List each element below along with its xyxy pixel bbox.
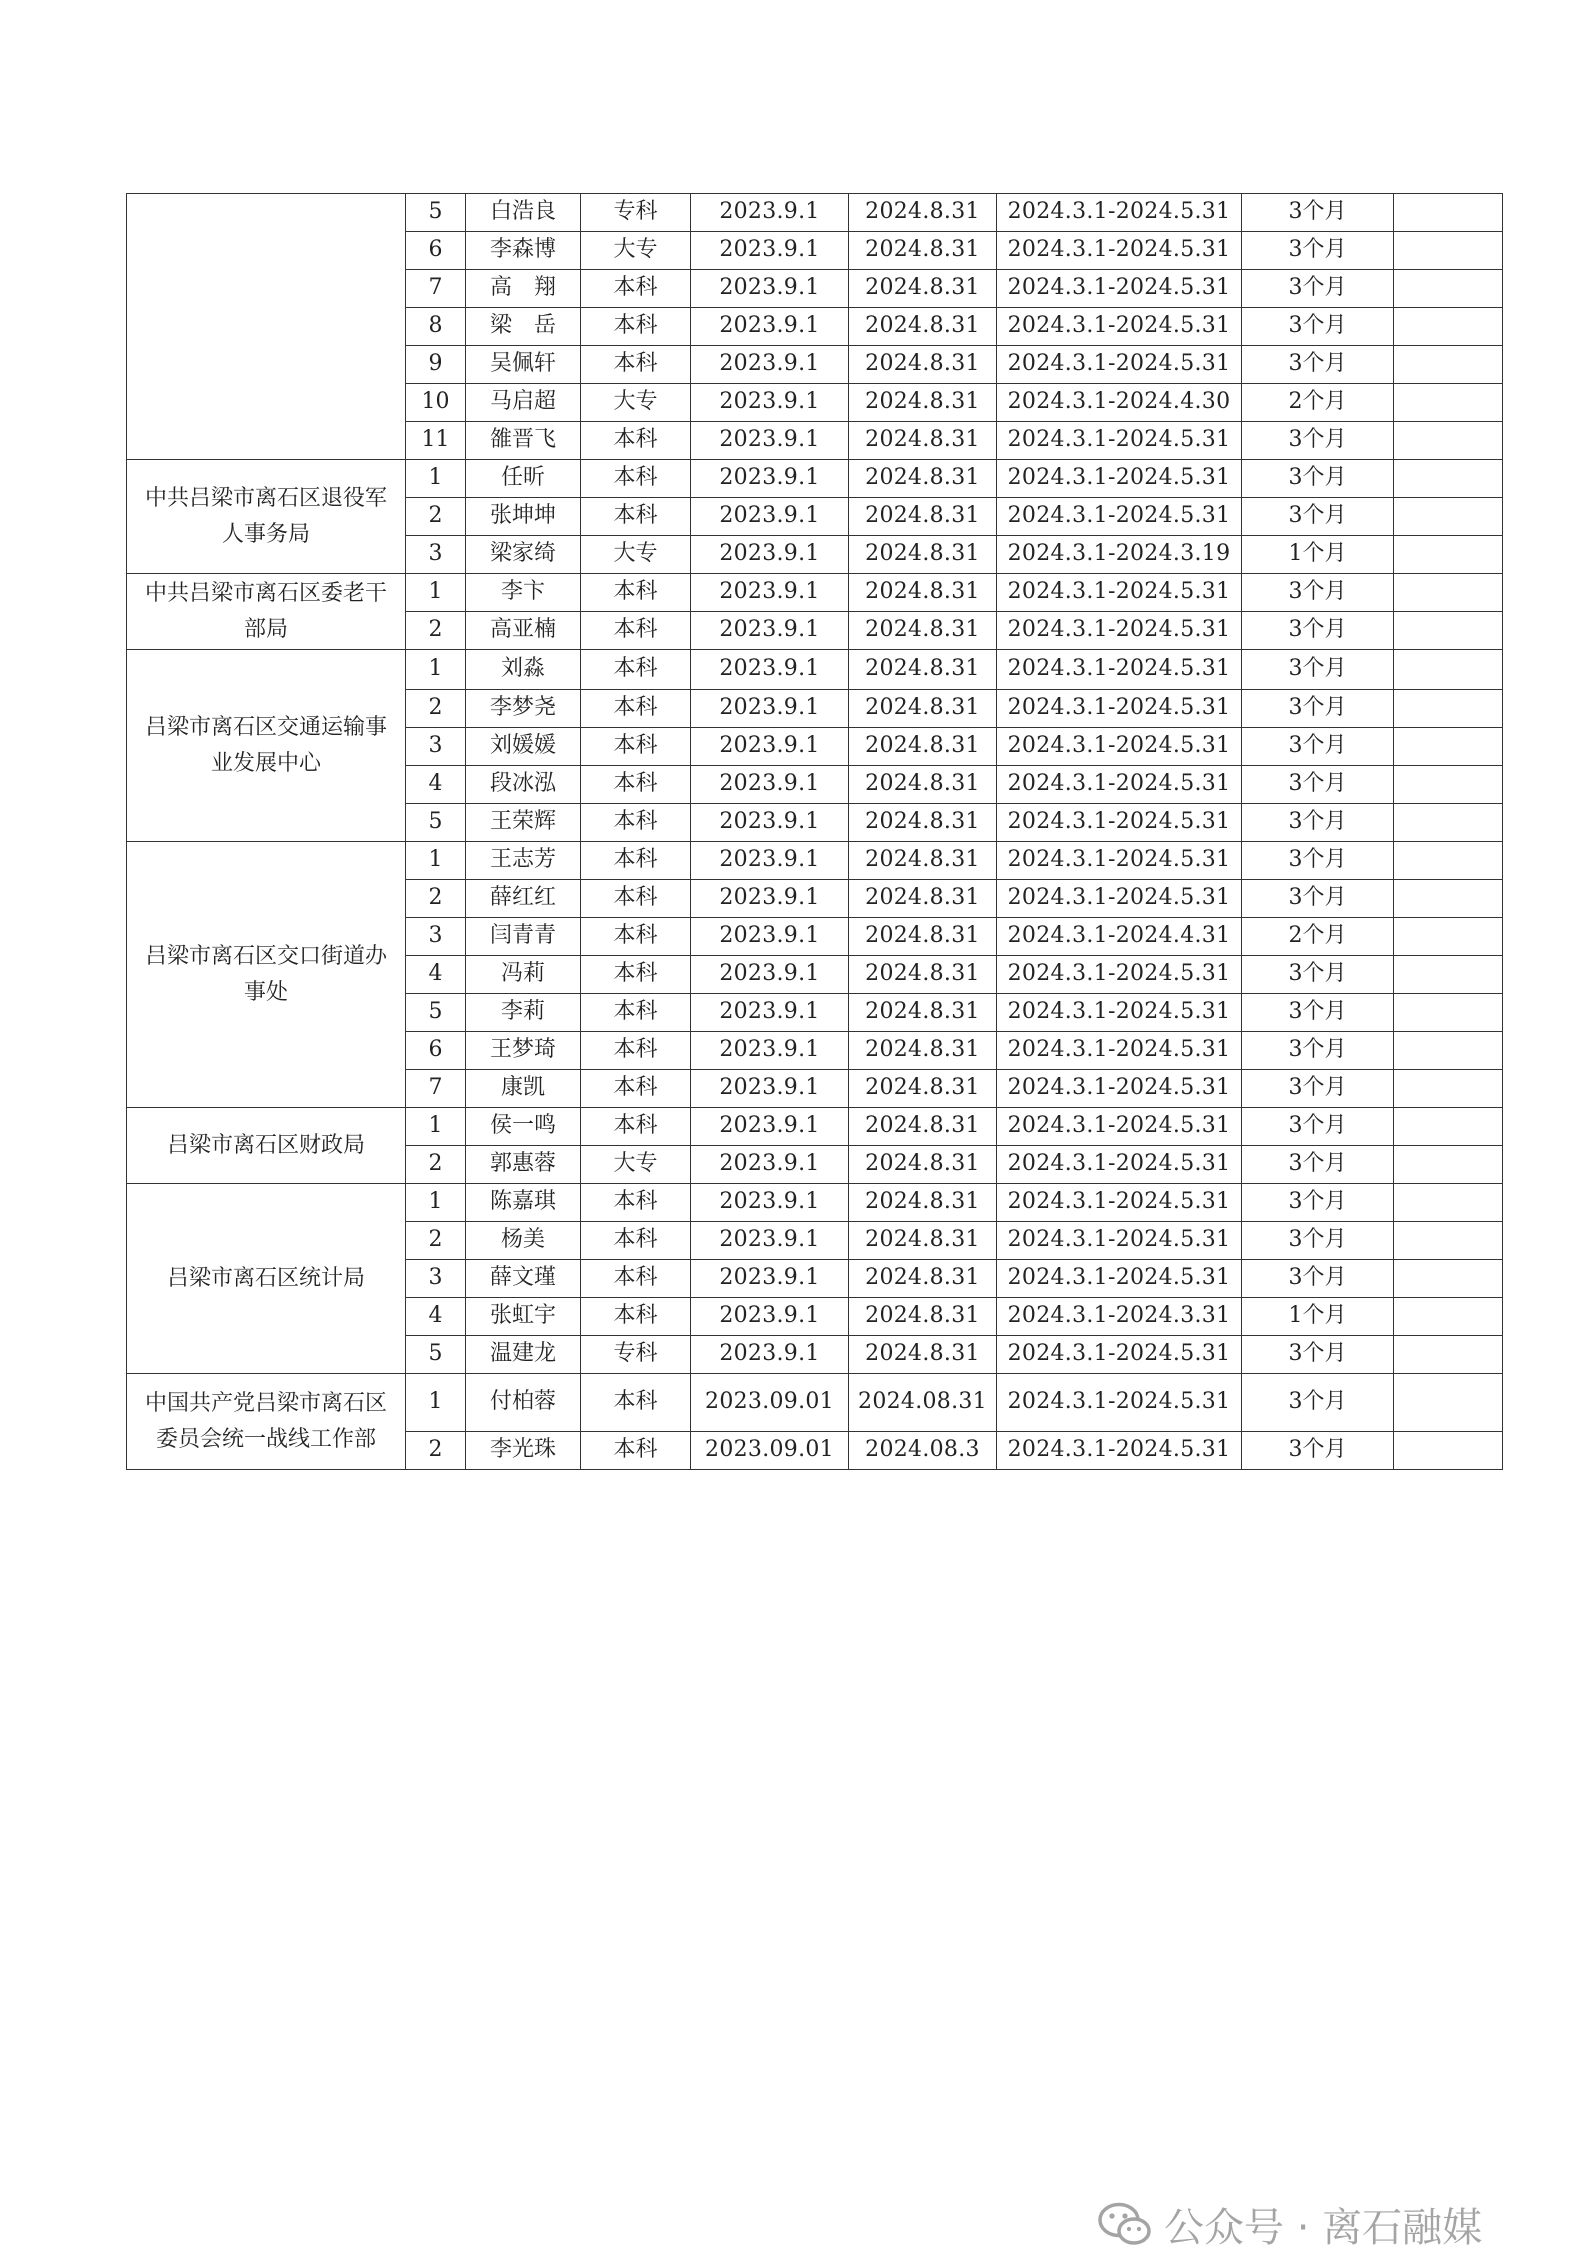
note-cell [1394, 1032, 1503, 1070]
end-cell: 2024.8.31 [849, 1146, 997, 1184]
period-cell: 2024.3.1-2024.5.31 [997, 612, 1242, 650]
end-cell: 2024.8.31 [849, 918, 997, 956]
start-cell: 2023.9.1 [691, 1146, 849, 1184]
name-cell: 冯莉 [466, 956, 581, 994]
start-cell: 2023.9.1 [691, 270, 849, 308]
duration-cell: 3个月 [1242, 650, 1394, 690]
index-cell: 5 [406, 1336, 466, 1374]
name-cell: 张虹宇 [466, 1298, 581, 1336]
name-cell: 梁家绮 [466, 536, 581, 574]
start-cell: 2023.09.01 [691, 1432, 849, 1470]
note-cell [1394, 650, 1503, 690]
start-cell: 2023.9.1 [691, 460, 849, 498]
education-cell: 大专 [581, 1146, 691, 1184]
index-cell: 1 [406, 460, 466, 498]
period-cell: 2024.3.1-2024.5.31 [997, 728, 1242, 766]
duration-cell: 3个月 [1242, 1374, 1394, 1432]
education-cell: 本科 [581, 994, 691, 1032]
duration-cell: 2个月 [1242, 384, 1394, 422]
period-cell: 2024.3.1-2024.5.31 [997, 1032, 1242, 1070]
note-cell [1394, 804, 1503, 842]
name-cell: 杨美 [466, 1222, 581, 1260]
end-cell: 2024.8.31 [849, 498, 997, 536]
note-cell [1394, 918, 1503, 956]
start-cell: 2023.9.1 [691, 918, 849, 956]
period-cell: 2024.3.1-2024.5.31 [997, 308, 1242, 346]
note-cell [1394, 1108, 1503, 1146]
name-cell: 任昕 [466, 460, 581, 498]
education-cell: 本科 [581, 1298, 691, 1336]
end-cell: 2024.8.31 [849, 728, 997, 766]
education-cell: 本科 [581, 690, 691, 728]
end-cell: 2024.8.31 [849, 270, 997, 308]
start-cell: 2023.9.1 [691, 766, 849, 804]
education-cell: 本科 [581, 308, 691, 346]
duration-cell: 3个月 [1242, 194, 1394, 232]
duration-cell: 3个月 [1242, 1032, 1394, 1070]
start-cell: 2023.9.1 [691, 880, 849, 918]
name-cell: 康凯 [466, 1070, 581, 1108]
table-row [127, 842, 1503, 880]
start-cell: 2023.09.01 [691, 1374, 849, 1432]
education-cell: 本科 [581, 1432, 691, 1470]
start-cell: 2023.9.1 [691, 194, 849, 232]
start-cell: 2023.9.1 [691, 612, 849, 650]
index-cell: 11 [406, 422, 466, 460]
table-row [127, 1184, 1503, 1222]
index-cell: 2 [406, 612, 466, 650]
name-cell: 薛文瑾 [466, 1260, 581, 1298]
duration-cell: 3个月 [1242, 1222, 1394, 1260]
table-row [127, 650, 1503, 690]
note-cell [1394, 498, 1503, 536]
education-cell: 本科 [581, 1260, 691, 1298]
end-cell: 2024.8.31 [849, 650, 997, 690]
period-cell: 2024.3.1-2024.5.31 [997, 1374, 1242, 1432]
name-cell: 刘媛媛 [466, 728, 581, 766]
note-cell [1394, 612, 1503, 650]
period-cell: 2024.3.1-2024.5.31 [997, 460, 1242, 498]
note-cell [1394, 1184, 1503, 1222]
period-cell: 2024.3.1-2024.3.19 [997, 536, 1242, 574]
note-cell [1394, 880, 1503, 918]
unit-cell [127, 194, 406, 460]
period-cell: 2024.3.1-2024.5.31 [997, 956, 1242, 994]
start-cell: 2023.9.1 [691, 1336, 849, 1374]
duration-cell: 1个月 [1242, 536, 1394, 574]
index-cell: 1 [406, 1374, 466, 1432]
end-cell: 2024.8.31 [849, 536, 997, 574]
note-cell [1394, 956, 1503, 994]
index-cell: 7 [406, 1070, 466, 1108]
period-cell: 2024.3.1-2024.5.31 [997, 1070, 1242, 1108]
duration-cell: 3个月 [1242, 690, 1394, 728]
name-cell: 高亚楠 [466, 612, 581, 650]
duration-cell: 3个月 [1242, 956, 1394, 994]
note-cell [1394, 422, 1503, 460]
education-cell: 本科 [581, 498, 691, 536]
index-cell: 2 [406, 1432, 466, 1470]
note-cell [1394, 1070, 1503, 1108]
index-cell: 2 [406, 690, 466, 728]
index-cell: 8 [406, 308, 466, 346]
unit-cell: 中共吕梁市离石区退役军人事务局 [127, 460, 406, 574]
index-cell: 7 [406, 270, 466, 308]
period-cell: 2024.3.1-2024.3.31 [997, 1298, 1242, 1336]
index-cell: 2 [406, 1146, 466, 1184]
index-cell: 9 [406, 346, 466, 384]
index-cell: 10 [406, 384, 466, 422]
period-cell: 2024.3.1-2024.5.31 [997, 194, 1242, 232]
education-cell: 本科 [581, 1222, 691, 1260]
note-cell [1394, 574, 1503, 612]
name-cell: 雒晋飞 [466, 422, 581, 460]
name-cell: 王梦琦 [466, 1032, 581, 1070]
end-cell: 2024.8.31 [849, 1184, 997, 1222]
end-cell: 2024.8.31 [849, 308, 997, 346]
start-cell: 2023.9.1 [691, 536, 849, 574]
index-cell: 6 [406, 232, 466, 270]
start-cell: 2023.9.1 [691, 1108, 849, 1146]
table-row [127, 1108, 1503, 1146]
note-cell [1394, 1374, 1503, 1432]
index-cell: 6 [406, 1032, 466, 1070]
period-cell: 2024.3.1-2024.5.31 [997, 422, 1242, 460]
end-cell: 2024.8.31 [849, 842, 997, 880]
note-cell [1394, 1146, 1503, 1184]
end-cell: 2024.8.31 [849, 994, 997, 1032]
education-cell: 本科 [581, 956, 691, 994]
education-cell: 大专 [581, 536, 691, 574]
name-cell: 张坤坤 [466, 498, 581, 536]
note-cell [1394, 270, 1503, 308]
start-cell: 2023.9.1 [691, 308, 849, 346]
period-cell: 2024.3.1-2024.5.31 [997, 346, 1242, 384]
education-cell: 本科 [581, 574, 691, 612]
index-cell: 1 [406, 842, 466, 880]
name-cell: 白浩良 [466, 194, 581, 232]
duration-cell: 3个月 [1242, 232, 1394, 270]
watermark [1098, 2194, 1482, 2254]
note-cell [1394, 536, 1503, 574]
end-cell: 2024.8.31 [849, 956, 997, 994]
table-row [127, 574, 1503, 612]
table-row [127, 460, 1503, 498]
end-cell: 2024.8.31 [849, 1298, 997, 1336]
end-cell: 2024.8.31 [849, 1032, 997, 1070]
period-cell: 2024.3.1-2024.5.31 [997, 690, 1242, 728]
name-cell: 李森博 [466, 232, 581, 270]
unit-cell: 吕梁市离石区统计局 [127, 1184, 406, 1374]
duration-cell: 3个月 [1242, 308, 1394, 346]
note-cell [1394, 308, 1503, 346]
duration-cell: 3个月 [1242, 1108, 1394, 1146]
period-cell: 2024.3.1-2024.5.31 [997, 498, 1242, 536]
end-cell: 2024.08.31 [849, 1374, 997, 1432]
index-cell: 5 [406, 194, 466, 232]
note-cell [1394, 766, 1503, 804]
note-cell [1394, 842, 1503, 880]
index-cell: 5 [406, 994, 466, 1032]
index-cell: 2 [406, 498, 466, 536]
note-cell [1394, 1222, 1503, 1260]
period-cell: 2024.3.1-2024.5.31 [997, 994, 1242, 1032]
education-cell: 本科 [581, 1374, 691, 1432]
start-cell: 2023.9.1 [691, 574, 849, 612]
start-cell: 2023.9.1 [691, 994, 849, 1032]
start-cell: 2023.9.1 [691, 346, 849, 384]
name-cell: 李光珠 [466, 1432, 581, 1470]
index-cell: 1 [406, 650, 466, 690]
start-cell: 2023.9.1 [691, 804, 849, 842]
table-row [127, 194, 1503, 232]
name-cell: 李梦尧 [466, 690, 581, 728]
education-cell: 大专 [581, 384, 691, 422]
note-cell [1394, 994, 1503, 1032]
education-cell: 本科 [581, 650, 691, 690]
start-cell: 2023.9.1 [691, 956, 849, 994]
index-cell: 4 [406, 956, 466, 994]
end-cell: 2024.8.31 [849, 232, 997, 270]
end-cell: 2024.8.31 [849, 1336, 997, 1374]
period-cell: 2024.3.1-2024.4.30 [997, 384, 1242, 422]
index-cell: 3 [406, 918, 466, 956]
period-cell: 2024.3.1-2024.5.31 [997, 842, 1242, 880]
duration-cell: 3个月 [1242, 994, 1394, 1032]
note-cell [1394, 690, 1503, 728]
index-cell: 1 [406, 1184, 466, 1222]
education-cell: 本科 [581, 1032, 691, 1070]
unit-cell: 吕梁市离石区财政局 [127, 1108, 406, 1184]
note-cell [1394, 1298, 1503, 1336]
name-cell: 王志芳 [466, 842, 581, 880]
start-cell: 2023.9.1 [691, 842, 849, 880]
name-cell: 薛红红 [466, 880, 581, 918]
period-cell: 2024.3.1-2024.5.31 [997, 232, 1242, 270]
end-cell: 2024.8.31 [849, 194, 997, 232]
duration-cell: 3个月 [1242, 1070, 1394, 1108]
note-cell [1394, 1432, 1503, 1470]
start-cell: 2023.9.1 [691, 422, 849, 460]
duration-cell: 3个月 [1242, 728, 1394, 766]
duration-cell: 3个月 [1242, 346, 1394, 384]
start-cell: 2023.9.1 [691, 232, 849, 270]
index-cell: 5 [406, 804, 466, 842]
education-cell: 本科 [581, 880, 691, 918]
note-cell [1394, 728, 1503, 766]
education-cell: 专科 [581, 194, 691, 232]
name-cell: 梁 岳 [466, 308, 581, 346]
education-cell: 本科 [581, 612, 691, 650]
duration-cell: 3个月 [1242, 574, 1394, 612]
duration-cell: 3个月 [1242, 270, 1394, 308]
duration-cell: 3个月 [1242, 1260, 1394, 1298]
note-cell [1394, 194, 1503, 232]
duration-cell: 2个月 [1242, 918, 1394, 956]
note-cell [1394, 346, 1503, 384]
name-cell: 李莉 [466, 994, 581, 1032]
start-cell: 2023.9.1 [691, 1260, 849, 1298]
education-cell: 本科 [581, 804, 691, 842]
period-cell: 2024.3.1-2024.5.31 [997, 650, 1242, 690]
period-cell: 2024.3.1-2024.5.31 [997, 270, 1242, 308]
period-cell: 2024.3.1-2024.4.31 [997, 918, 1242, 956]
name-cell: 吴佩轩 [466, 346, 581, 384]
end-cell: 2024.8.31 [849, 612, 997, 650]
name-cell: 王荣辉 [466, 804, 581, 842]
note-cell [1394, 1260, 1503, 1298]
period-cell: 2024.3.1-2024.5.31 [997, 1222, 1242, 1260]
duration-cell: 3个月 [1242, 804, 1394, 842]
period-cell: 2024.3.1-2024.5.31 [997, 1336, 1242, 1374]
start-cell: 2023.9.1 [691, 1032, 849, 1070]
name-cell: 闫青青 [466, 918, 581, 956]
end-cell: 2024.8.31 [849, 346, 997, 384]
start-cell: 2023.9.1 [691, 728, 849, 766]
end-cell: 2024.8.31 [849, 1070, 997, 1108]
end-cell: 2024.8.31 [849, 766, 997, 804]
index-cell: 4 [406, 766, 466, 804]
period-cell: 2024.3.1-2024.5.31 [997, 1260, 1242, 1298]
name-cell: 郭惠蓉 [466, 1146, 581, 1184]
note-cell [1394, 460, 1503, 498]
end-cell: 2024.8.31 [849, 384, 997, 422]
name-cell: 高 翔 [466, 270, 581, 308]
name-cell: 马启超 [466, 384, 581, 422]
index-cell: 2 [406, 1222, 466, 1260]
period-cell: 2024.3.1-2024.5.31 [997, 1146, 1242, 1184]
period-cell: 2024.3.1-2024.5.31 [997, 766, 1242, 804]
duration-cell: 3个月 [1242, 460, 1394, 498]
education-cell: 专科 [581, 1336, 691, 1374]
index-cell: 3 [406, 536, 466, 574]
index-cell: 4 [406, 1298, 466, 1336]
start-cell: 2023.9.1 [691, 1184, 849, 1222]
index-cell: 2 [406, 880, 466, 918]
name-cell: 付柏蓉 [466, 1374, 581, 1432]
table-row [127, 1374, 1503, 1432]
start-cell: 2023.9.1 [691, 1070, 849, 1108]
watermark-text: 公众号 · 离石融媒 [1164, 2204, 1483, 2251]
duration-cell: 3个月 [1242, 422, 1394, 460]
end-cell: 2024.8.31 [849, 574, 997, 612]
period-cell: 2024.3.1-2024.5.31 [997, 1184, 1242, 1222]
education-cell: 本科 [581, 1070, 691, 1108]
end-cell: 2024.8.31 [849, 1108, 997, 1146]
note-cell [1394, 232, 1503, 270]
duration-cell: 3个月 [1242, 1146, 1394, 1184]
education-cell: 本科 [581, 460, 691, 498]
start-cell: 2023.9.1 [691, 1298, 849, 1336]
education-cell: 本科 [581, 1108, 691, 1146]
period-cell: 2024.3.1-2024.5.31 [997, 804, 1242, 842]
education-cell: 大专 [581, 232, 691, 270]
unit-cell: 吕梁市离石区交口街道办事处 [127, 842, 406, 1108]
duration-cell: 3个月 [1242, 766, 1394, 804]
education-cell: 本科 [581, 918, 691, 956]
period-cell: 2024.3.1-2024.5.31 [997, 1432, 1242, 1470]
end-cell: 2024.08.3 [849, 1432, 997, 1470]
end-cell: 2024.8.31 [849, 1222, 997, 1260]
index-cell: 3 [406, 728, 466, 766]
start-cell: 2023.9.1 [691, 498, 849, 536]
name-cell: 陈嘉琪 [466, 1184, 581, 1222]
duration-cell: 3个月 [1242, 1432, 1394, 1470]
duration-cell: 3个月 [1242, 1184, 1394, 1222]
end-cell: 2024.8.31 [849, 460, 997, 498]
education-cell: 本科 [581, 1184, 691, 1222]
education-cell: 本科 [581, 766, 691, 804]
end-cell: 2024.8.31 [849, 1260, 997, 1298]
note-cell [1394, 1336, 1503, 1374]
index-cell: 3 [406, 1260, 466, 1298]
duration-cell: 1个月 [1242, 1298, 1394, 1336]
index-cell: 1 [406, 1108, 466, 1146]
unit-cell: 中国共产党吕梁市离石区委员会统一战线工作部 [127, 1374, 406, 1470]
duration-cell: 3个月 [1242, 1336, 1394, 1374]
period-cell: 2024.3.1-2024.5.31 [997, 574, 1242, 612]
unit-cell: 吕梁市离石区交通运输事业发展中心 [127, 650, 406, 842]
end-cell: 2024.8.31 [849, 880, 997, 918]
period-cell: 2024.3.1-2024.5.31 [997, 880, 1242, 918]
name-cell: 李卞 [466, 574, 581, 612]
end-cell: 2024.8.31 [849, 690, 997, 728]
education-cell: 本科 [581, 728, 691, 766]
duration-cell: 3个月 [1242, 842, 1394, 880]
duration-cell: 3个月 [1242, 612, 1394, 650]
name-cell: 刘淼 [466, 650, 581, 690]
end-cell: 2024.8.31 [849, 804, 997, 842]
index-cell: 1 [406, 574, 466, 612]
unit-cell: 中共吕梁市离石区委老干部局 [127, 574, 406, 650]
duration-cell: 3个月 [1242, 880, 1394, 918]
start-cell: 2023.9.1 [691, 650, 849, 690]
start-cell: 2023.9.1 [691, 690, 849, 728]
education-cell: 本科 [581, 270, 691, 308]
name-cell: 温建龙 [466, 1336, 581, 1374]
name-cell: 段冰泓 [466, 766, 581, 804]
duration-cell: 3个月 [1242, 498, 1394, 536]
name-cell: 侯一鸣 [466, 1108, 581, 1146]
wechat-icon [1098, 2202, 1152, 2246]
start-cell: 2023.9.1 [691, 384, 849, 422]
note-cell [1394, 384, 1503, 422]
education-cell: 本科 [581, 422, 691, 460]
education-cell: 本科 [581, 842, 691, 880]
end-cell: 2024.8.31 [849, 422, 997, 460]
start-cell: 2023.9.1 [691, 1222, 849, 1260]
internship-table [126, 193, 1503, 1470]
education-cell: 本科 [581, 346, 691, 384]
period-cell: 2024.3.1-2024.5.31 [997, 1108, 1242, 1146]
